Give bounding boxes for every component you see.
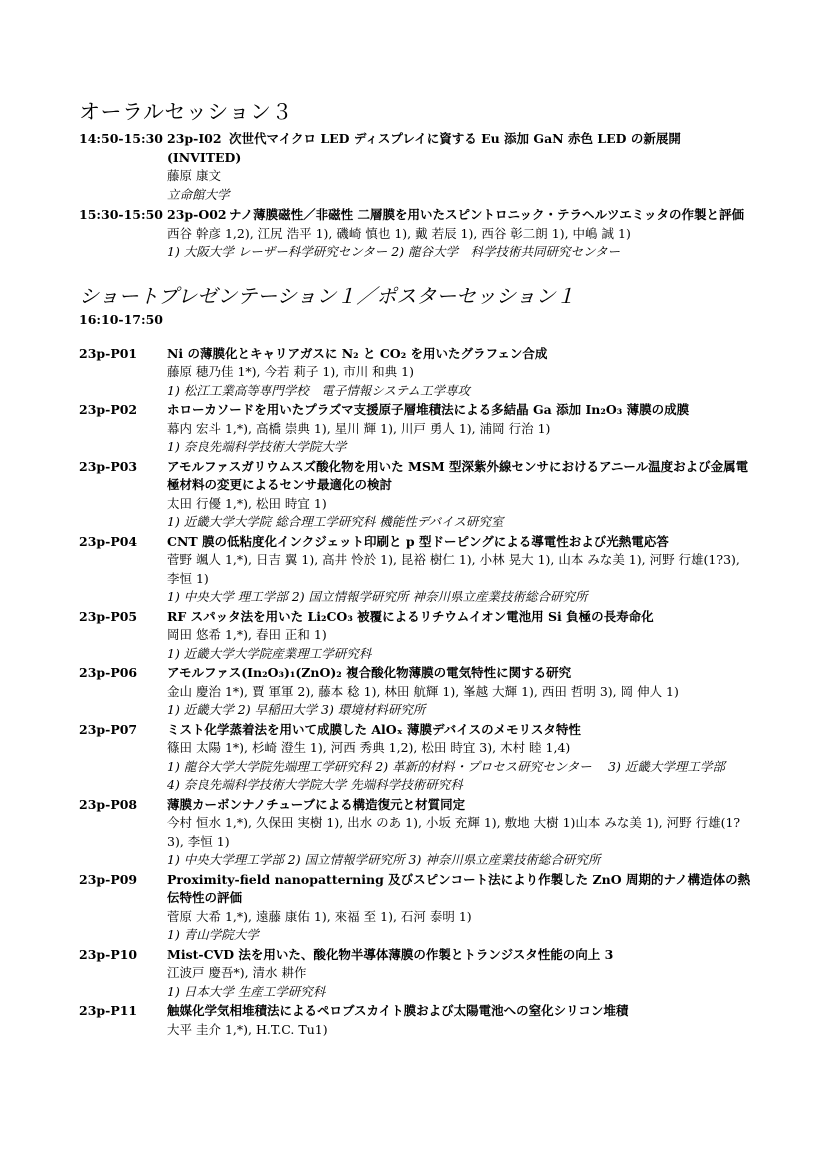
paper-title: ミスト化学蒸着法を用いて成膜した AlOₓ 薄膜デバイスのメモリスタ特性 bbox=[167, 721, 581, 737]
paper-title: Ni の薄膜化とキャリアガスに N₂ と CO₂ を用いたグラフェン合成 bbox=[167, 345, 548, 361]
paper-title: 薄膜カーボンナノチューブによる構造復元と材質同定 bbox=[167, 796, 466, 812]
oral-session-heading: オーラルセッション３ bbox=[79, 100, 293, 124]
poster-entry bbox=[79, 1002, 751, 1039]
paper-id: 23p-P01 bbox=[79, 345, 138, 361]
talk-affiliation: 1) 大阪大学 レーザー科学研究センター 2) 龍谷大学 科学技術共同研究センター bbox=[167, 244, 621, 259]
talk-code: 23p-O02 bbox=[167, 207, 227, 222]
paper-authors: 菅原 大希 1,*), 遠藤 康佑 1), 來福 至 1), 石河 泰明 1) bbox=[167, 908, 472, 924]
poster-entry bbox=[79, 608, 751, 664]
paper-title: ホローカソードを用いたプラズマ支援原子層堆積法による多結晶 Ga 添加 In₂O₃ 薄膜の成膜 bbox=[167, 402, 690, 417]
talk-time: 15:30-15:50 bbox=[79, 207, 163, 222]
talk-time: 14:50-15:30 bbox=[79, 131, 163, 146]
paper-authors: 太田 行優 1,*), 松田 時宜 1) bbox=[167, 495, 327, 511]
talk-title bbox=[167, 130, 751, 167]
paper-affiliation: 1) 龍谷大学大学院先端理工学研究科 2) 革新的材料・プロセス研究センター 3) 近畿大学理工学部 4) 奈良先端科学技術大学院大学 先端科学技術研究科 bbox=[167, 758, 742, 792]
paper-affiliation: 1) 青山学院大学 bbox=[167, 927, 259, 942]
poster-entry bbox=[79, 946, 751, 1002]
paper-affiliation: 1) 中央大学理工学部 2) 国立情報学研究所 3) 神奈川県立産業技術総合研究所 bbox=[167, 852, 601, 867]
talk-authors: 西谷 幹彦 1,2), 江尻 浩平 1), 磯崎 慎也 1), 戴 若辰 1), 西谷 彰二朗 1), 中嶋 誠 1) bbox=[167, 225, 631, 241]
poster-entry bbox=[79, 458, 751, 532]
paper-id: 23p-P07 bbox=[79, 721, 138, 737]
talk-title-text: 次世代マイクロ LED ディスプレイに資する Eu 添加 GaN 赤色 LED の新展開 (INVITED) bbox=[167, 131, 694, 165]
paper-title: 触媒化学気相堆積法によるペロブスカイト膜および太陽電池への窒化シリコン堆積 bbox=[167, 1003, 629, 1018]
poster-entry bbox=[79, 796, 751, 870]
paper-affiliation: 1) 近畿大学 2) 早稲田大学 3) 環境材料研究所 bbox=[167, 702, 426, 717]
paper-affiliation: 1) 奈良先端科学技術大学院大学 bbox=[167, 439, 347, 454]
poster-entry bbox=[79, 345, 751, 401]
paper-authors: 金山 慶治 1*), 賈 軍軍 2), 藤本 稔 1), 林田 航輝 1), 峯越 大輝 1), 西田 哲明 3), 岡 伸人 1) bbox=[167, 683, 679, 699]
paper-id: 23p-P06 bbox=[79, 665, 138, 680]
paper-authors: 今村 恒水 1,*), 久保田 実樹 1), 出水 のあ 1), 小坂 充輝 1), 敷地 大樹 1)山本 みな美 1), 河野 行雄(1?3), 李恒 1) bbox=[167, 815, 741, 849]
paper-id: 23p-P08 bbox=[79, 796, 138, 812]
paper-id: 23p-P09 bbox=[79, 871, 138, 887]
poster-session-heading: ショートプレゼンテーション１／ポスターセッション１ bbox=[79, 283, 576, 308]
paper-title: アモルファスガリウムスズ酸化物を用いた MSM 型深紫外線センサにおけるアニール温度および金属電極材料の変更によるセンサ最適化の検討 bbox=[167, 458, 749, 492]
paper-authors: 岡田 悠希 1,*), 春田 正和 1) bbox=[167, 627, 327, 642]
talk-authors: 藤原 康文 bbox=[167, 168, 221, 183]
paper-id: 23p-P11 bbox=[79, 1003, 138, 1018]
paper-title: RF スパッタ法を用いた Li₂CO₃ 被覆によるリチウムイオン電池用 Si 負極の長寿命化 bbox=[167, 608, 654, 624]
paper-id: 23p-P10 bbox=[79, 946, 138, 962]
talk-code: 23p-I02 bbox=[167, 131, 222, 146]
paper-authors: 菅野 颯人 1,*), 日吉 翼 1), 高井 怜於 1), 昆裕 樹仁 1), 小林 晃大 1), 山本 みな美 1), 河野 行雄(1?3), 李恒 1) bbox=[167, 552, 740, 586]
paper-affiliation: 1) 近畿大学大学院 総合理工学研究科 機能性デバイス研究室 bbox=[167, 514, 504, 529]
paper-authors: 篠田 太陽 1*), 杉崎 澄生 1), 河西 秀典 1,2), 松田 時宜 3), 木村 睦 1,4) bbox=[167, 740, 571, 755]
paper-id: 23p-P02 bbox=[79, 402, 138, 417]
paper-title: CNT 膜の低粘度化インクジェット印刷と p 型ドーピングによる導電性および光熱電応答 bbox=[167, 533, 669, 549]
poster-session-time: 16:10-17:50 bbox=[79, 311, 163, 327]
paper-id: 23p-P04 bbox=[79, 533, 138, 549]
paper-authors: 大平 圭介 1,*), H.T.C. Tu1) bbox=[167, 1021, 328, 1037]
paper-affiliation: 1) 近畿大学大学院産業理工学研究科 bbox=[167, 645, 372, 661]
paper-authors: 江波戸 慶吾*), 清水 耕作 bbox=[167, 965, 307, 980]
poster-entry bbox=[79, 533, 751, 607]
paper-title: Proximity-field nanopatterning 及びスピンコート法により作製した ZnO 周期的ナノ構造体の熱伝特性の評価 bbox=[167, 871, 751, 905]
poster-entry bbox=[79, 401, 751, 457]
paper-affiliation: 1) 松江工業高等専門学校 電子情報システム工学専攻 bbox=[167, 382, 471, 398]
paper-title: アモルファス(In₂O₃)₁(ZnO)₂ 複合酸化物薄膜の電気特性に関する研究 bbox=[167, 665, 572, 680]
paper-authors: 幕内 宏斗 1,*), 高橋 崇典 1), 星川 輝 1), 川戸 勇人 1), 浦岡 行治 1) bbox=[167, 420, 551, 436]
poster-list bbox=[79, 345, 751, 1040]
paper-title: Mist-CVD 法を用いた、酸化物半導体薄膜の作製とトランジスタ性能の向上 3 bbox=[167, 946, 614, 962]
paper-affiliation: 1) 中央大学 理工学部 2) 国立情報学研究所 神奈川県立産業技術総合研究所 bbox=[167, 589, 588, 604]
program-page bbox=[79, 96, 751, 1040]
poster-entry bbox=[79, 721, 751, 795]
oral-talk bbox=[79, 206, 751, 262]
poster-entry bbox=[79, 871, 751, 945]
paper-id: 23p-P05 bbox=[79, 608, 138, 624]
oral-talk bbox=[79, 130, 751, 204]
paper-affiliation: 1) 日本大学 生産工学研究科 bbox=[167, 983, 326, 999]
talk-title bbox=[167, 206, 751, 225]
paper-authors: 藤原 穂乃佳 1*), 今若 莉子 1), 市川 和典 1) bbox=[167, 364, 414, 379]
talk-title-text: ナノ薄膜磁性／非磁性 二層膜を用いたスピントロニック・テラヘルツエミッタの作製と評価 bbox=[229, 207, 744, 222]
poster-entry bbox=[79, 664, 751, 720]
talk-affiliation: 立命館大学 bbox=[167, 186, 230, 202]
paper-id: 23p-P03 bbox=[79, 458, 138, 474]
